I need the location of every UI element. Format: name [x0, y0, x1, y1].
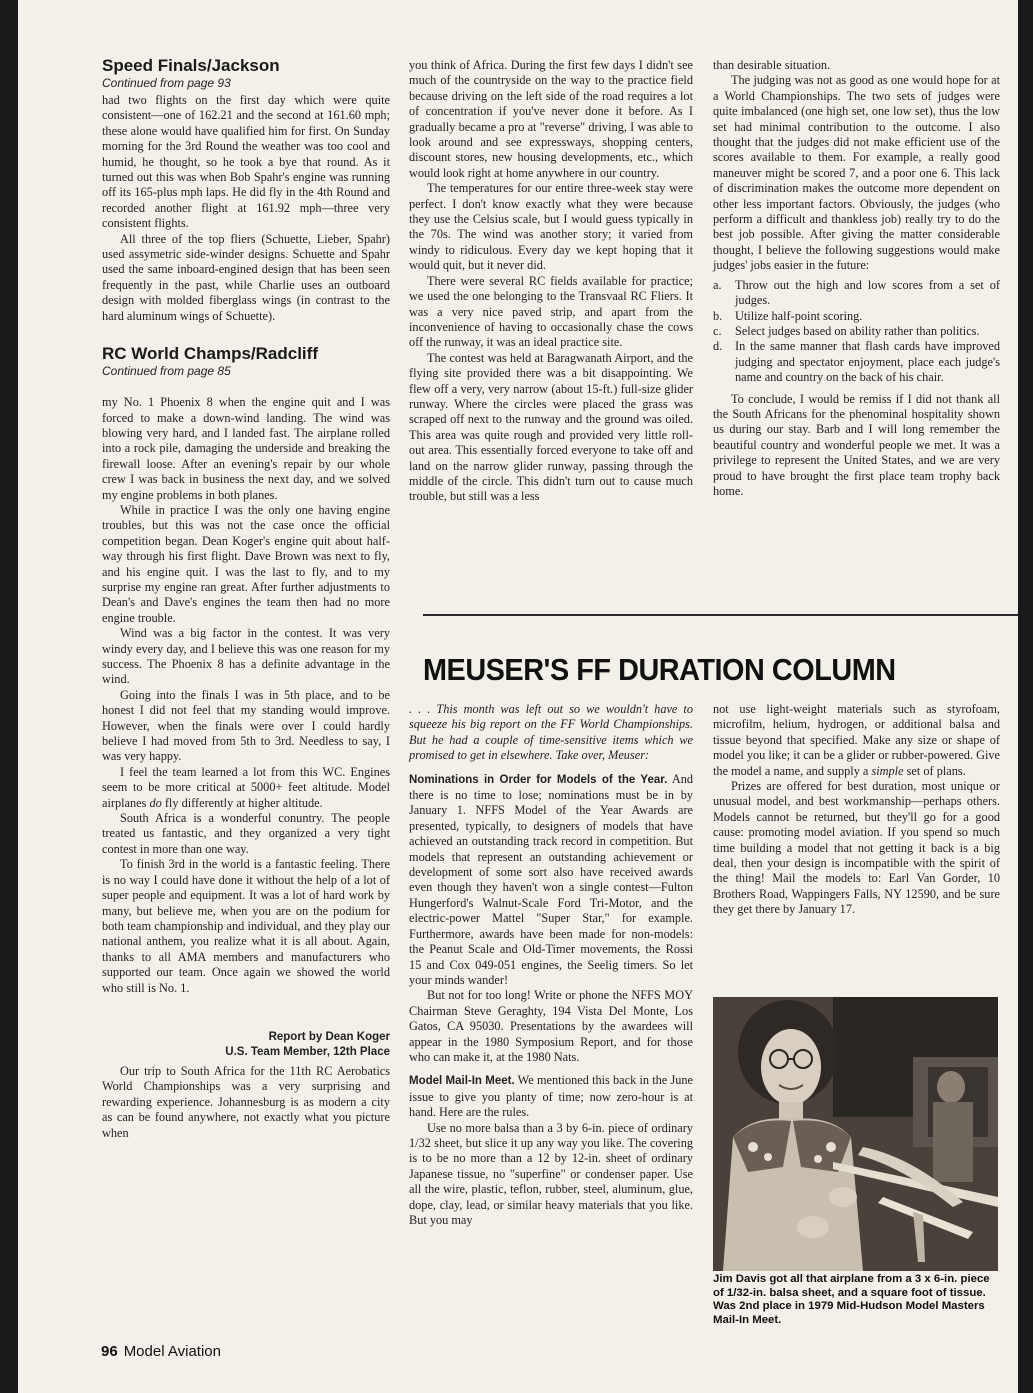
list-text: Utilize half-point scoring.: [735, 308, 863, 323]
meuser-right-column: [713, 702, 1000, 918]
meuser-middle-column: [409, 702, 693, 1228]
left-column: [102, 56, 390, 1141]
text-run: not use light-weight materials such as styrofoam, microfilm, helium, hydrogen, or additional balsa and tissue beyond that specified. Make any size or shape of model you like; it can be a glider or rubber-powered. Give the model a name, and supply a: [713, 702, 1000, 778]
paragraph: than desirable situation.: [713, 58, 831, 72]
paragraph: But not for too long! Write or phone the NFFS MOY Chairman Steve Geraghty, 194 Vista Del Monte, Los Gatos, CA 95030. Presentations by the awardees will appear in the 1980 Symposium Report, and for those who can make it, at the 1980 Nats.: [409, 988, 693, 1064]
paragraph: The judging was not as good as one would hope for at a World Championships. The two sets of judges were quite imbalanced (one high set, one low set), thus the low set had minimal contribution to the outcome. I also thought that the judges did not make efficient use of the scores available to them. For example, a really good maneuver might be scored 7, and a poor one 6. This lack of discrimination makes the outcome more dependent on other less important factors. Obviously, the judges (who perform a difficult and thankless job) really try to do the best job possible. After giving the matter considerable thought, I believe the following suggestions would make judges' jobs easier in the future:: [713, 73, 1000, 273]
paragraph: Wind was a big factor in the contest. It was very windy every day, and I believe this was one reason for my success. The Phoenix 8 has a definite advantage in the wind.: [102, 626, 390, 687]
list-item: [713, 339, 1000, 385]
paragraph: The temperatures for our entire three-week stay were perfect. I don't know exactly what they were because they use the Celsius scale, but I would guess typically in the 70s. The wind was another story; it varied from windy to ridiculous. Every day we kept hoping that it would quit, but it never did.: [409, 181, 693, 273]
byline-role: U.S. Team Member, 12th Place: [225, 1045, 390, 1058]
emphasis: simple: [871, 763, 904, 778]
speed-finals-heading: Speed Finals/Jackson: [102, 56, 280, 75]
byline-author: Report by Dean Koger: [268, 1030, 390, 1043]
paragraph: Use no more balsa than a 3 by 6-in. piece of ordinary 1/32 sheet, but slice it up any way you like. The covering is to be no more than a 12 by 12-in. sheet of ordinary Japanese tissue, no "superfine" or condenser paper. Use all the wire, plastic, teflon, rubber, steel, aluminum, glue, dope, clay, lead, or similar heavy materials that you like. But you may: [409, 1120, 693, 1227]
photo-illustration: [713, 997, 998, 1271]
intro-note: . . . This month was left out so we wouldn't have to squeeze his big report on the FF World Championships. But he had a couple of time-sensitive items which we promised to get in elsewhere. Take over, Meuser:: [409, 702, 693, 763]
paragraph: South Africa is a wonderful conuntry. The people treated us fantastic, and they organized a very tight contest in more than one way.: [102, 811, 390, 856]
page-edge: [1018, 0, 1026, 1393]
paragraph: [409, 1073, 693, 1120]
photo-jim-davis: [713, 997, 998, 1271]
text-run: set of plans.: [903, 763, 966, 778]
paragraph: The contest was held at Baragwanath Airport, and the flying site provided there was a bit disappointing. We flew off a very, very narrow (about 15-ft.) full-size glider runway. Where the circles were placed the grass was scraped off next to the runway and the ground was oiled. This area was quite rough and provided very little roll-out area. This essentially forced everyone to take off and land on the narrow glider runway, passing through the middle of the circle. This didn't turn out to cause much trouble, but still was a less: [409, 350, 693, 504]
list-letter: d.: [713, 339, 723, 354]
text-run: fly differently at higher altitude.: [161, 795, 323, 810]
paragraph: While in practice I was the only one having engine troubles, but this was not the case once the official competition began. Dean Koger's engine quit about half-way through his first flight. Dave Brown was next to fly, and his engine quit. I was the last to fly, and to my surprise my engine ran great. After further adjustments to Dean's and Dave's engines the team then had no more engine trouble.: [102, 502, 390, 625]
list-letter: a.: [713, 277, 722, 292]
page-footer: [101, 1343, 221, 1360]
paragraph: Prizes are offered for best duration, most unique or unusual model, and best workmanship—perhaps others. Models cannot be returned, but they'll go for a good cause: promoting model aviation. If you spend so much time building a model that not getting it back is a big deal, then your design is incompatible with the spirit of the thing! Mail the models to: Earl Van Gorder, 10 Brothers Road, Wappingers Falls, NY 12590, and be sure they get there by January 17.: [713, 779, 1000, 917]
paragraph: To finish 3rd in the world is a fantastic feeling. There is no way I could have done it without the help of a lot of super people and equipment. It was a lot of hard work by many, but believe me, when you are on the podium for both team championship and individual, and they play our national anthem, you realize what it is all about. Again, thanks to all AMA members and manufacturers who supported our team. Once again we showed the world who still is No. 1.: [102, 857, 390, 995]
text-run: We mentioned this back in the June issue to give you planty of time; now zero-hour is at hand. Here are the rules.: [409, 1073, 693, 1120]
photo-caption: Jim Davis got all that airplane from a 3 x 6-in. piece of 1/32-in. balsa sheet, and a square foot of tissue. Was 2nd place in 1979 Mid-Hudson Model Masters Mail-In Meet.: [713, 1273, 990, 1326]
meuser-column-title: MEUSER'S FF DURATION COLUMN: [423, 652, 896, 687]
list-text: In the same manner that flash cards have improved judging and spectator enjoyment, place each judge's name and country on the back of his chair.: [735, 339, 1000, 385]
paragraph: Going into the finals I was in 5th place, and to be honest I did not feel that my standing would improve. However, when the finals were over I could hardly believe I had moved from 5th to 3rd. Needless to say, I was very happy.: [102, 687, 390, 764]
paragraph: had two flights on the first day which were quite consistent—one of 162.21 and the second at 161.60 mph; these alone would have qualified him for first. On Sunday morning for the 3rd Round the weather was too cool and humid, he thought, so he took a bye that round. As it turned out this was when Bob Spahr's engine was running off its 165-plus mph laps. He did fly in the 4th Round and recorded another flight at 161.92 mph—three very consistent flights.: [102, 93, 390, 231]
list-letter: c.: [713, 323, 722, 338]
paragraph: To conclude, I would be remiss if I did not thank all the South Africans for the phenominal hospitality shown us during our stay. Barb and I will long remember the beautiful country and wonderful people we met. It was a privilege to represent the United States, and we are very proud to have brought the first place team trophy back home.: [713, 391, 1000, 498]
list-letter: b.: [713, 308, 723, 323]
paragraph: [409, 772, 693, 989]
paragraph: There were several RC fields available for practice; we used the one belonging to the Transvaal RC Fliers. It was a very nice paved strip, and apart from the inconvenience of having to occasionally chase the cows off the runway, it was an ideal practice site.: [409, 273, 693, 350]
page-number: 96: [101, 1343, 118, 1360]
list-item: [713, 278, 1000, 309]
paragraph: you think of Africa. During the first few days I didn't see much of the countryside on the way to the practice field because driving on the left side of the road requires a lot of concentration if you've never done it before. As I gradually became a pro at "reverse" driving, I was able to look around and see expressways, shopping centers, discount stores, new housing developments, etc., which would look right at home anywhere in our country.: [409, 58, 693, 180]
speed-continued-note: Continued from page 93: [102, 76, 231, 90]
paragraph: [102, 765, 390, 811]
list-item: [713, 309, 1000, 324]
paragraph: [713, 702, 1000, 779]
middle-column: [409, 58, 693, 505]
rc-continued-note: Continued from page 85: [102, 364, 231, 379]
mail-in-heading: Model Mail-In Meet.: [409, 1075, 515, 1088]
paragraph: All three of the top fliers (Schuette, Lieber, Spahr) used assymetric side-winder designs. Schuette and Spahr used the same inboard-engined design that has been seen frequently in the past, while Charlie uses an outboard design with molded fiberglass wings (in contrast to the hard aluminum wings of Schuette).: [102, 231, 390, 323]
magazine-page: [18, 0, 1026, 1393]
list-text: Select judges based on ability rather than politics.: [735, 323, 980, 338]
list-text: Throw out the high and low scores from a set of judges.: [735, 277, 1000, 308]
right-column: [713, 58, 1000, 499]
emphasis: do: [149, 795, 162, 810]
text-run: I feel the team learned a lot from this WC. Engines seem to be more critical at 5000+ feet altitude. Model airplanes: [102, 764, 390, 810]
magazine-name: Model Aviation: [123, 1343, 221, 1360]
section-divider: [423, 614, 1018, 616]
rc-world-champs-heading: RC World Champs/Radcliff: [102, 344, 318, 364]
paragraph: Our trip to South Africa for the 11th RC Aerobatics World Championships was a very surprising and rewarding experience. Johannesburg is as modern a city as can be found anywhere, not exactly what you picture when: [102, 1063, 390, 1140]
list-item: [713, 324, 1000, 339]
suggestions-list: [713, 278, 1000, 386]
paragraph: my No. 1 Phoenix 8 when the engine quit and I was forced to make a down-wind landing. The wind was blowing very hard, and I landed fast. The airplane rolled into a rock pile, damaging the underside and breaking the firewall loose. After an evening's repair by our whole crew I was back in business the next day, and we solved my engine problems in both planes.: [102, 395, 390, 502]
text-run: And there is no time to lose; nominations must be in by January 1. NFFS Model of the Year Awards are presented, typically, to designers of models that have achieved an outstanding track record in competition. But models that represent an outstanding achievement or development of some sort also have received awards even though they haven't won a single contest—Fulton Hungerford's Walnut-Scale Ford Tri-Motor, and the electric-power Mattel "Super Star," for example. Furthermore, awards have been made for non-models: the Peanut Scale and Old-Timer movements, the Rossi 15 and Cox 049-051 engines, the Seelig timers. So let your minds wander!: [409, 771, 694, 987]
nominations-heading: Nominations in Order for Models of the Year.: [409, 773, 668, 786]
